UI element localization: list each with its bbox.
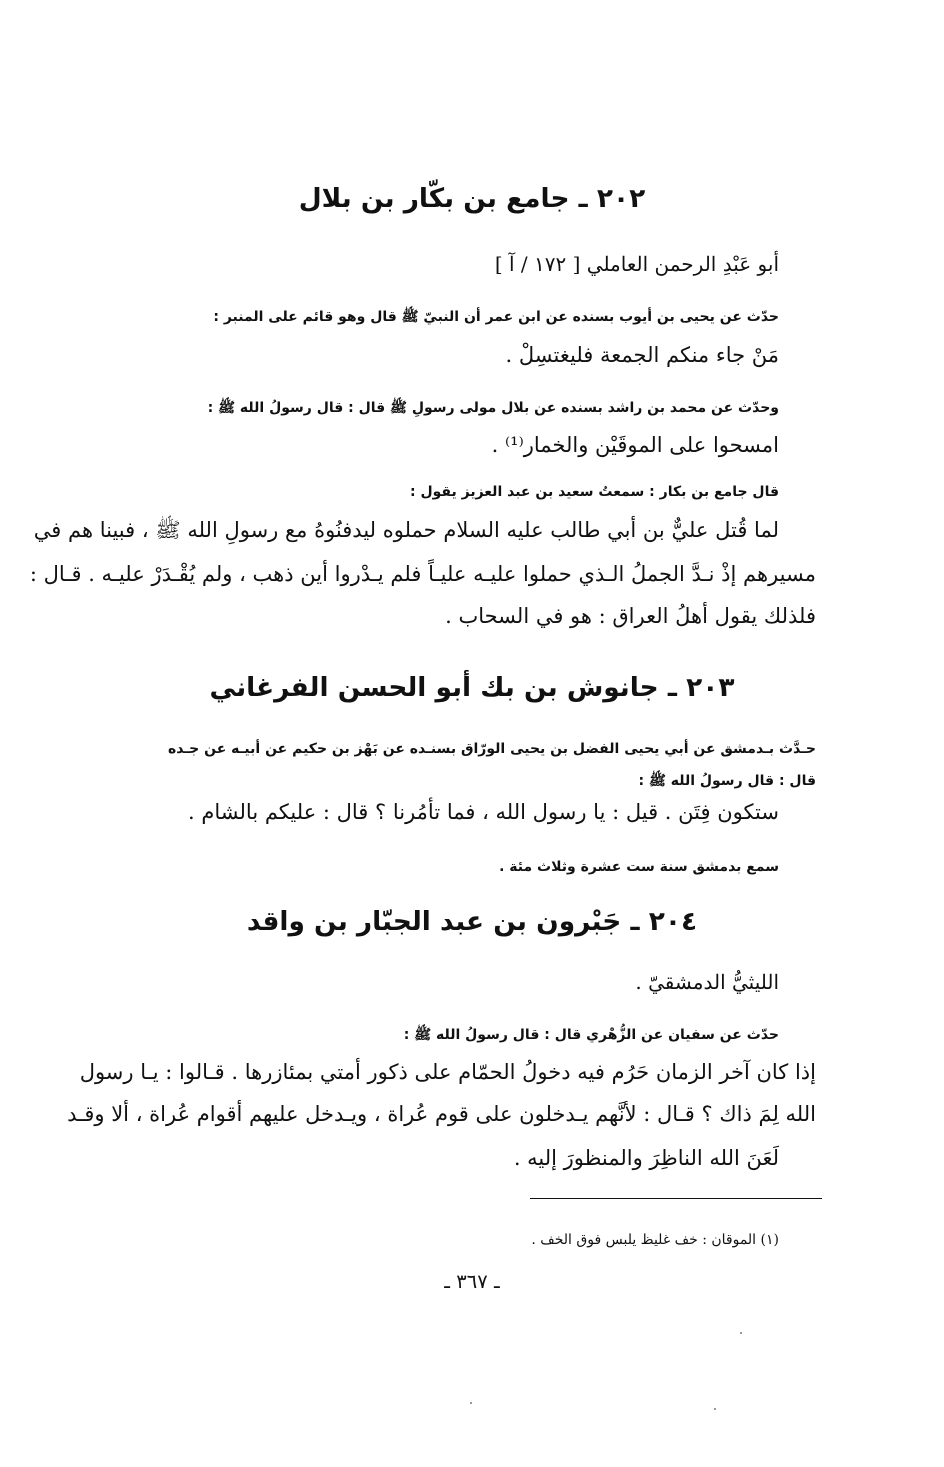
footnote: (١) الموقان : خف غليظ يلبس فوق الخف . [531, 1232, 779, 1248]
footnote-separator [530, 1198, 822, 1199]
entry-202-paragraph-line: مسيرهم إذْ نـدَّ الجملُ الـذي حملوا عليـه عليـاً فلم يـدْروا أين ذهب ، ولم يُقْـدَرْ عليـه . قـال : [29, 562, 816, 586]
entry-204-paragraph-line: لَعَنَ الله الناظِرَ والمنظورَ إليه . [513, 1146, 779, 1170]
entry-204-paragraph-line: إذا كان آخر الزمان حَرُم فيه دخولُ الحمّام على ذكور أمتي بمئازرها . قـالوا : يـا رسول [79, 1060, 816, 1084]
entry-203-hadith: ستكون فِتَن . قيل : يا رسول الله ، فما تأمُرنا ؟ قال : عليكم بالشام . [188, 800, 779, 824]
entry-204-title: ٢٠٤ ـ جَبْرون بن عبد الجبّار بن واقد [246, 906, 698, 937]
entry-202-paragraph-line: فلذلك يقول أهلُ العراق : هو في السحاب . [445, 604, 816, 628]
entry-202-hadith-2: امسحوا على الموقَيْن والخمار⁽¹⁾ . [491, 433, 779, 457]
entry-202-title: ٢٠٢ ـ جامع بن بكّار بن بلال [298, 183, 646, 214]
page-number: ـ ٣٦٧ ـ [444, 1270, 500, 1293]
entry-202-subtitle: أبو عَبْدِ الرحمن العاملي [ ١٧٢ / آ ] [494, 252, 779, 276]
entry-202-hadith-1: مَنْ جاء منكم الجمعة فليغتسِلْ . [505, 343, 779, 367]
entry-204-subtitle: الليثيُّ الدمشقيّ . [635, 970, 779, 994]
entry-204-isnad: حدّث عن سفيان عن الزُّهْري قال : قال رسولُ الله ﷺ : [403, 1027, 779, 1043]
scan-speck [740, 1332, 742, 1334]
entry-203-isnad-line: قال : قال رسولُ الله ﷺ : [638, 773, 816, 789]
entry-203-isnad-line: حـدَّث بـدمشق عن أبي يحيى الفضل بن يحيى الورّاق بسنـده عن بَهْز بن حكيم عن أبيـه عن جـده [168, 741, 816, 757]
scan-speck [714, 1408, 716, 1410]
entry-203-title: ٢٠٣ ـ جانوش بن بك أبو الحسن الفرغاني [209, 672, 735, 703]
entry-202-paragraph-line: لما قُتل عليٌّ بن أبي طالب عليه السلام حملوه ليدفنُوهُ مع رسولِ الله ﷺ ، فبينا هم في [33, 518, 779, 542]
scan-speck [470, 1402, 472, 1404]
entry-202-isnad-1: حدّث عن يحيى بن أيوب بسنده عن ابن عمر أن النبيّ ﷺ قال وهو قائم على المنبر : [213, 309, 779, 325]
entry-203-note: سمع بدمشق سنة ست عشرة وثلاث مئة . [499, 859, 779, 875]
entry-202-isnad-2: وحدّث عن محمد بن راشد بسنده عن بلال مولى رسولِ ﷺ قال : قال رسولُ الله ﷺ : [207, 400, 779, 416]
entry-202-isnad-3: قال جامع بن بكار : سمعتُ سعيد بن عبد العزيز يقول : [410, 484, 779, 500]
entry-204-paragraph-line: الله لِمَ ذاك ؟ قـال : لأنَّهم يـدخلون على قوم عُراة ، ويـدخل عليهم أقوام عُراة ، ألا وقـد [67, 1102, 816, 1126]
